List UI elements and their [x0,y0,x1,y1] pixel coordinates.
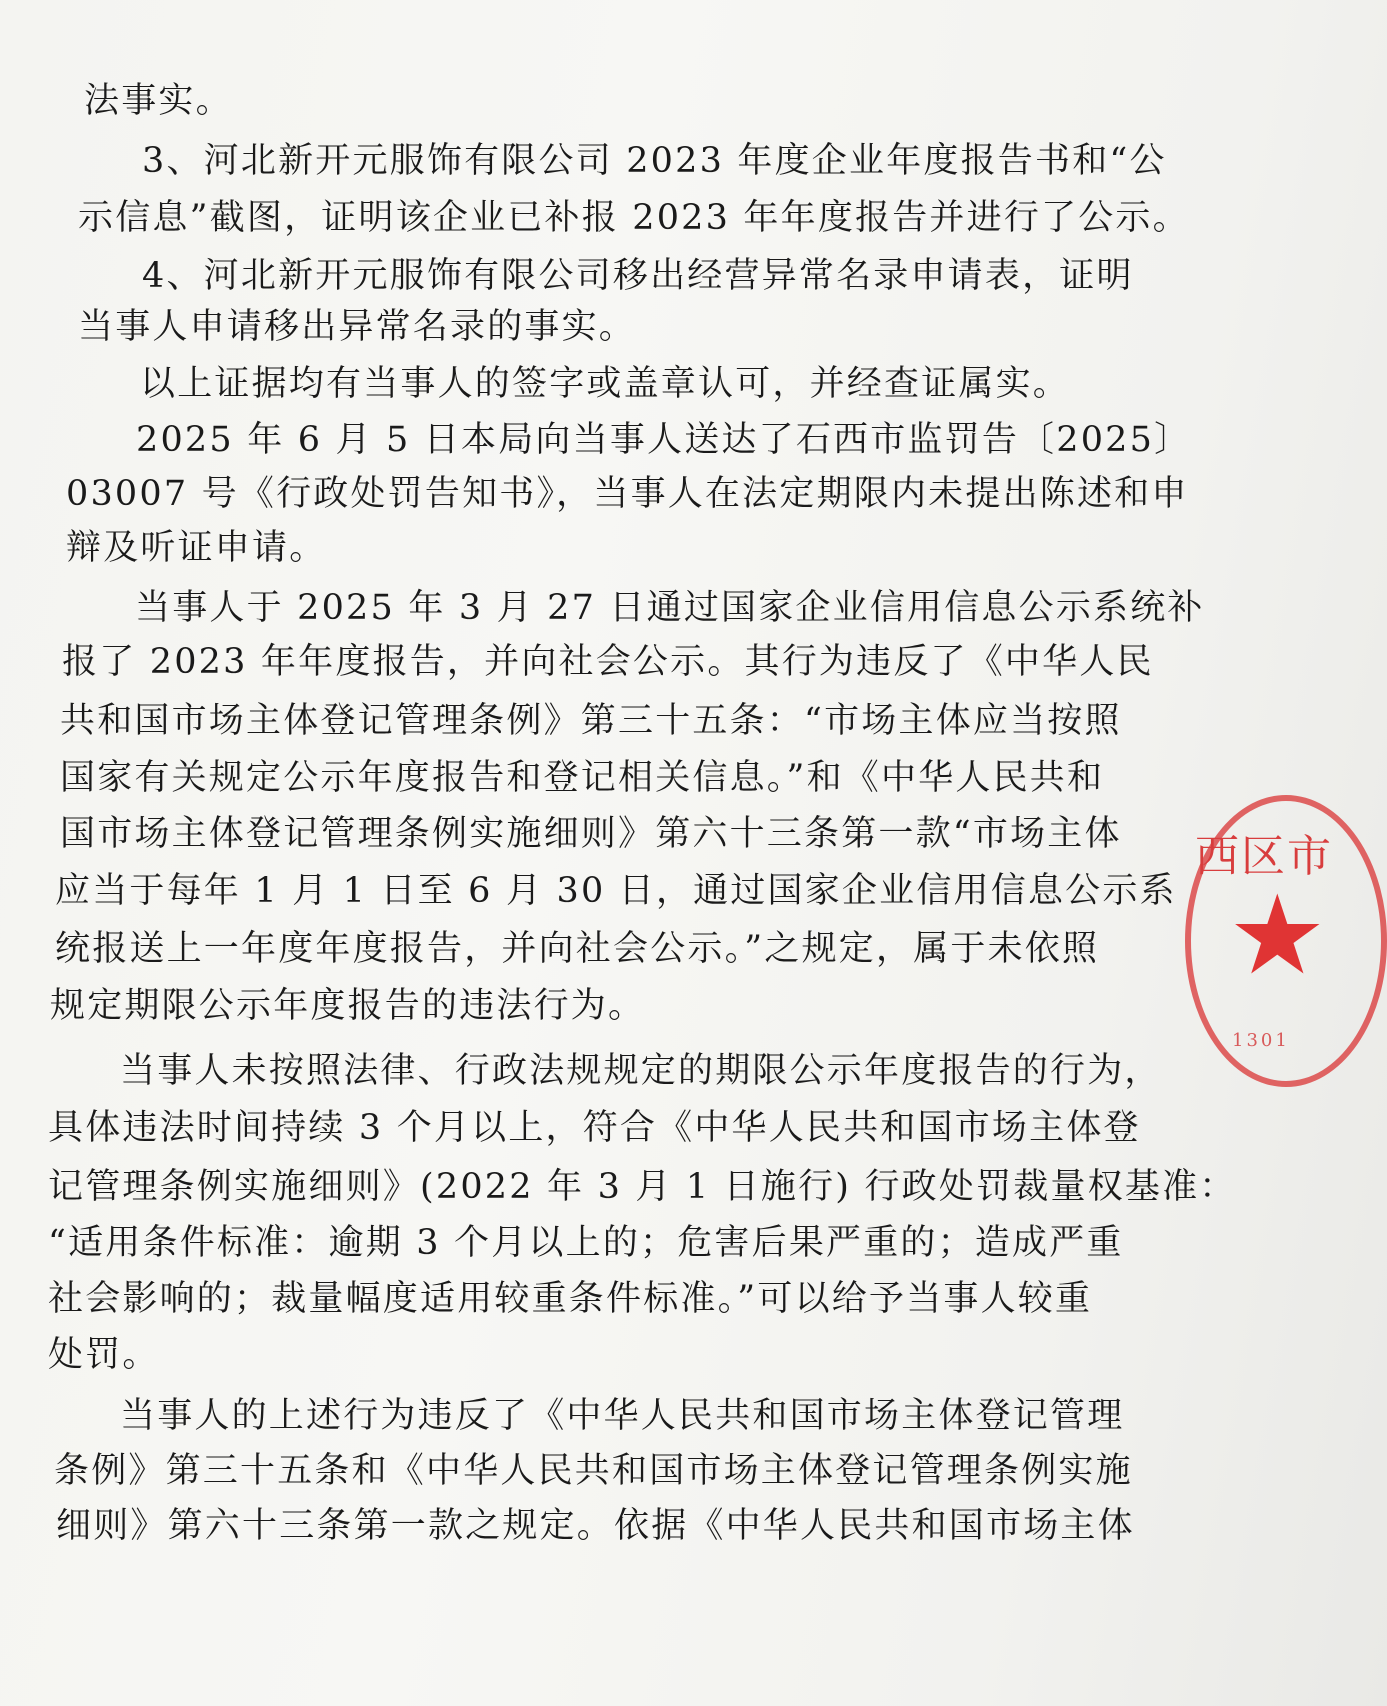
text-line-24: 当事人的上述行为违反了《中华人民共和国市场主体登记管理 [120,1396,1125,1436]
text-line-9: 辩及听证申请。 [66,528,327,568]
text-line-19: 具体违法时间持续 3 个月以上，符合《中华人民共和国市场主体登 [48,1108,1141,1148]
text-line-12: 共和国市场主体登记管理条例》第三十五条：“市场主体应当按照 [60,701,1122,741]
text-line-8: 03007 号《行政处罚告知书》，当事人在法定期限内未提出陈述和申 [66,474,1189,514]
text-line-6: 以上证据均有当事人的签字或盖章认可，并经查证属实。 [140,364,1071,404]
text-line-5: 当事人申请移出异常名录的事实。 [78,307,637,347]
text-line-2: 3、河北新开元服饰有限公司 2023 年度企业年度报告书和“公 [142,141,1167,181]
seal-number: 1301 [1232,1030,1290,1051]
text-line-10: 当事人于 2025 年 3 月 27 日通过国家企业信用信息公示系统补 [135,588,1205,628]
text-line-26: 细则》第六十三条第一款之规定。依据《中华人民共和国市场主体 [56,1506,1135,1546]
seal-star-icon: ★ [1228,871,1327,999]
text-line-14: 国市场主体登记管理条例实施细则》第六十三条第一款“市场主体 [60,814,1122,854]
seal-text: 西区市 [1195,831,1333,882]
text-line-4: 4、河北新开元服饰有限公司移出经营异常名录申请表，证明 [142,256,1134,296]
text-line-23: 处罚。 [48,1335,160,1375]
text-line-15: 应当于每年 1 月 1 日至 6 月 30 日，通过国家企业信用信息公示系 [55,871,1177,911]
text-line-7: 2025 年 6 月 5 日本局向当事人送达了石西市监罚告〔2025〕 [136,420,1192,460]
text-line-25: 条例》第三十五条和《中华人民共和国市场主体登记管理条例实施 [54,1451,1133,1491]
text-line-17: 规定期限公示年度报告的违法行为。 [50,986,646,1026]
text-line-16: 统报送上一年度年度报告，并向社会公示。”之规定，属于未依照 [55,929,1100,969]
text-line-20: 记管理条例实施细则》(2022 年 3 月 1 日施行) 行政处罚裁量权基准： [48,1167,1237,1207]
text-line-13: 国家有关规定公示年度报告和登记相关信息。”和《中华人民共和 [60,758,1105,798]
text-line-18: 当事人未按照法律、行政法规规定的期限公示年度报告的行为， [120,1051,1162,1091]
text-line-11: 报了 2023 年年度报告，并向社会公示。其行为违反了《中华人民 [62,642,1154,682]
text-line-1: 法事实。 [84,81,233,121]
text-line-21: “适用条件标准：逾期 3 个月以上的；危害后果严重的；造成严重 [48,1223,1124,1263]
text-line-22: 社会影响的；裁量幅度适用较重条件标准。”可以给予当事人较重 [48,1279,1093,1319]
text-line-3: 示信息”截图，证明该企业已补报 2023 年年度报告并进行了公示。 [78,198,1190,238]
